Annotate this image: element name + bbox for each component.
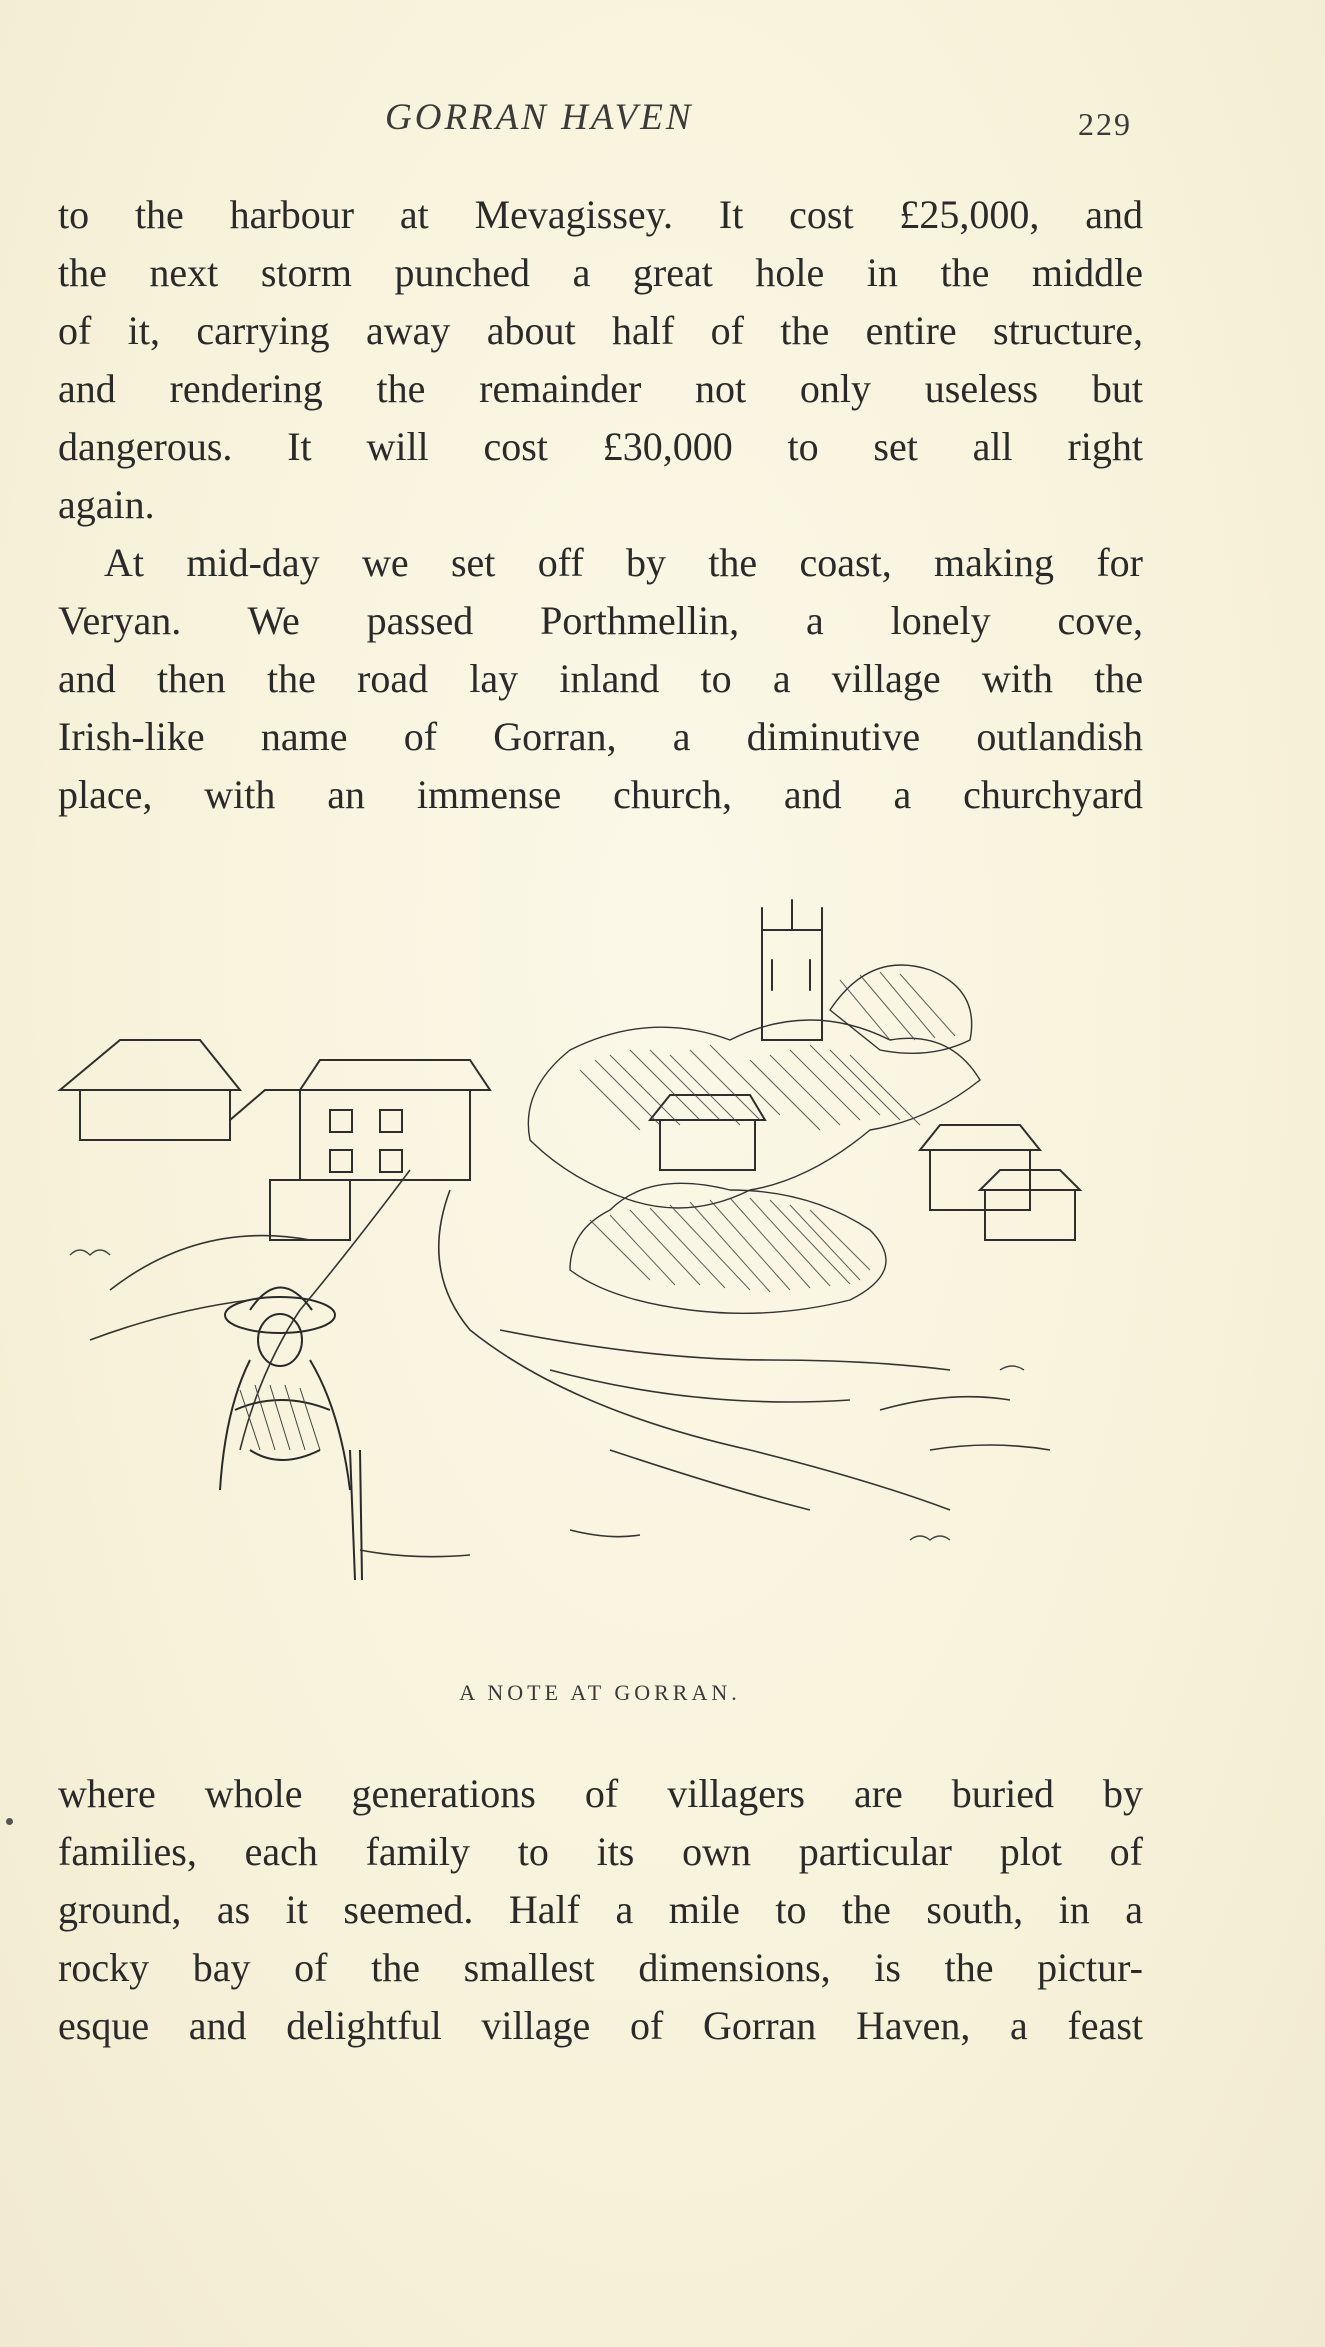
text-line: dangerous. It will cost £30,000 to set all right bbox=[58, 424, 1143, 469]
text-line: Veryan. We passed Porthmellin, a lonely cove, bbox=[58, 598, 1143, 643]
text-line: place, with an immense church, and a churchyard bbox=[58, 772, 1143, 817]
text-line: the next storm punched a great hole in the middle bbox=[58, 250, 1143, 295]
text-line: and then the road lay inland to a village with the bbox=[58, 656, 1143, 701]
illustration-caption: A NOTE AT GORRAN. bbox=[459, 1680, 741, 1705]
body-text-bottom bbox=[58, 1765, 1143, 2055]
text-line: At mid-day we set off by the coast, making for bbox=[104, 540, 1143, 585]
text-line: rocky bay of the smallest dimensions, is the pictur- bbox=[58, 1945, 1143, 1990]
text-line: where whole generations of villagers are buried by bbox=[58, 1771, 1143, 1816]
text-line: families, each family to its own particular plot of bbox=[58, 1829, 1143, 1874]
text-line: ground, as it seemed. Half a mile to the south, in a bbox=[58, 1887, 1143, 1932]
text-line: to the harbour at Mevagissey. It cost £25,000, and bbox=[58, 192, 1143, 237]
text-line: again. bbox=[58, 482, 155, 527]
gorran-village-illustration bbox=[50, 890, 1150, 1650]
text-line: Irish-like name of Gorran, a diminutive outlandish bbox=[58, 714, 1143, 759]
text-line: of it, carrying away about half of the entire structure, bbox=[58, 308, 1143, 353]
running-title: GORRAN HAVEN bbox=[385, 97, 694, 138]
margin-mark bbox=[6, 1818, 13, 1825]
text-line: esque and delightful village of Gorran Haven, a feast bbox=[58, 2003, 1143, 2048]
text-line: and rendering the remainder not only useless but bbox=[58, 366, 1143, 411]
page-number: 229 bbox=[1078, 106, 1132, 142]
body-text-top bbox=[58, 186, 1143, 824]
